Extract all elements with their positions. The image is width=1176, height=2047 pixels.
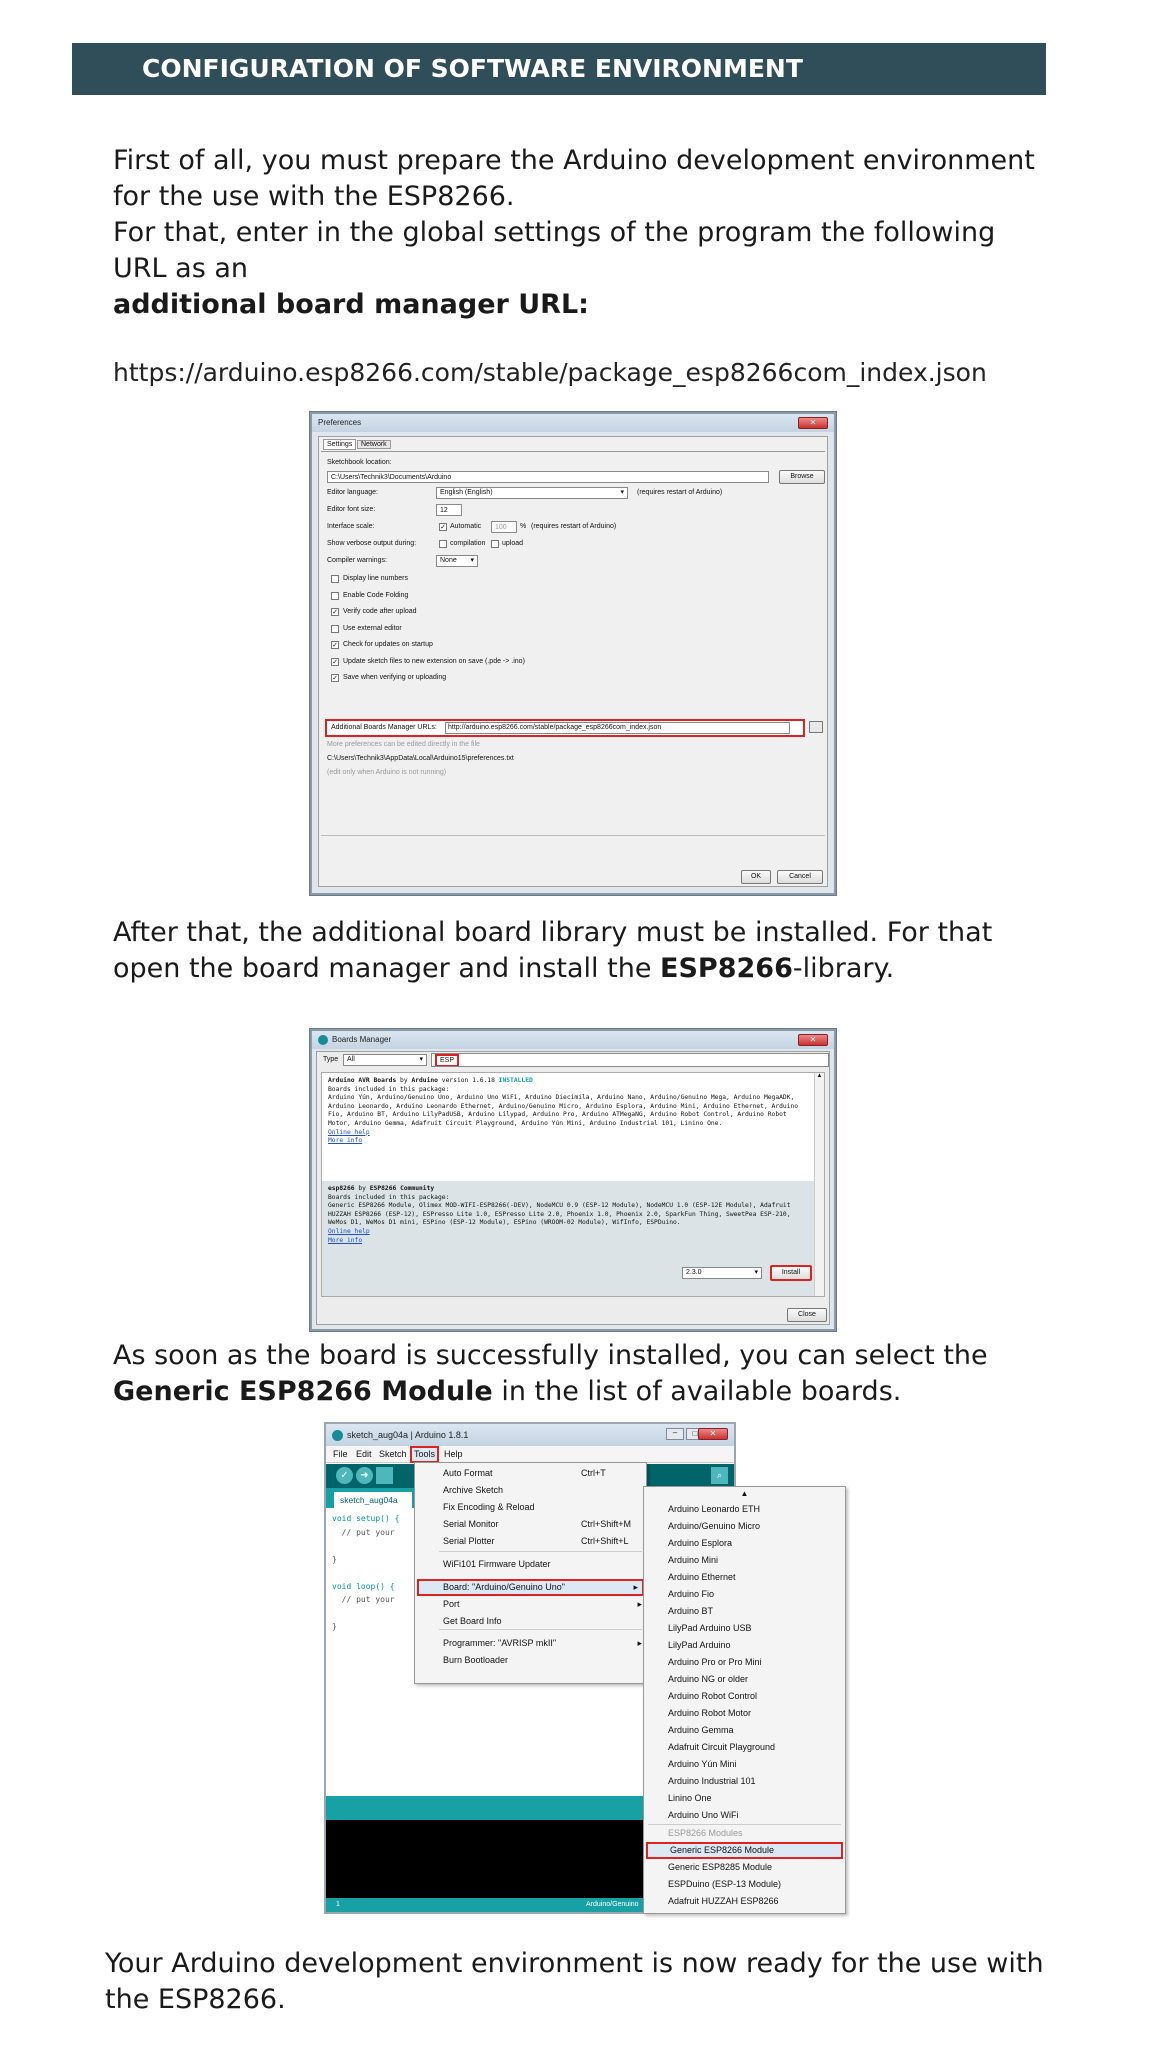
board-menu-item[interactable]: Arduino Fio xyxy=(668,1589,715,1599)
status-board: Arduino/Genuino xyxy=(586,1901,639,1908)
chevron-right-icon: ▸ xyxy=(637,1599,642,1609)
version-select[interactable] xyxy=(682,1267,762,1279)
tools-menu-shortcut: Ctrl+Shift+L xyxy=(581,1536,629,1546)
select-text-1: As soon as the board is successfully installed, you can select the xyxy=(113,1340,988,1371)
board-menu-item[interactable]: Arduino Industrial 101 xyxy=(668,1776,756,1786)
preferences-window xyxy=(310,412,836,895)
prefs-note-1: More preferences can be edited directly in the file xyxy=(327,741,480,748)
font-size-label: Editor font size: xyxy=(327,506,376,513)
intro-line-2: For that, enter in the global settings of the program the following URL as an xyxy=(113,217,996,284)
tools-menu-item[interactable] xyxy=(415,1499,646,1516)
tools-menu-label: Port xyxy=(443,1599,460,1609)
esp8266-boards-list xyxy=(644,1842,845,1910)
esp-boards-text: Generic ESP8266 Module, Olimex MOD-WIFI-ESP8266(-DEV), NodeMCU 0.9 (ESP-12 Module), NodeMCU 1.0 (ESP-12E Module), Adafruit HUZZAH ESP8266 (ESP-12), ESPresso Lite 1.0, ESPresso Lite 2.0, Phoenix 1.0, Phoenix 2.0, SparkFun Thing, SweetPea ESP-210, WeMos D1, WeMos D1 mini, ESPino (ESP-12 Module), ESPino (WROOM-02 Module), WifInfo, ESPDuino. xyxy=(328,1202,791,1227)
warnings-value: None xyxy=(440,557,457,564)
preference-checkbox-label: Use external editor xyxy=(343,624,402,632)
menu-tools[interactable]: Tools xyxy=(410,1446,439,1463)
status-line-number: 1 xyxy=(336,1901,340,1908)
board-menu-item[interactable]: LilyPad Arduino xyxy=(668,1640,731,1650)
preference-checkbox[interactable] xyxy=(331,625,339,633)
chevron-down-icon: ▾ xyxy=(470,557,474,564)
after-bold: ESP8266 xyxy=(660,953,793,984)
esp-by: by xyxy=(358,1185,366,1192)
verbose-label: Show verbose output during: xyxy=(327,540,417,547)
tools-menu-item[interactable] xyxy=(415,1556,646,1573)
verify-icon[interactable]: ✓ xyxy=(336,1467,353,1484)
board-menu-item[interactable]: Arduino Mini xyxy=(668,1555,719,1565)
preference-checkbox[interactable]: ✓ xyxy=(332,658,338,666)
type-select[interactable] xyxy=(343,1054,427,1066)
after-paragraph xyxy=(113,915,1053,987)
tools-menu-label: Fix Encoding & Reload xyxy=(443,1502,535,1512)
installed-badge: INSTALLED xyxy=(498,1077,533,1084)
new-icon[interactable] xyxy=(376,1467,393,1484)
avr-by: by xyxy=(400,1077,408,1084)
scroll-up-icon[interactable]: ▲ xyxy=(740,1489,749,1498)
tools-menu-item[interactable] xyxy=(415,1465,646,1482)
minimize-icon[interactable]: – xyxy=(666,1428,684,1440)
menu-sketch[interactable]: Sketch xyxy=(379,1449,407,1459)
tools-menu-label: Get Board Info xyxy=(443,1616,502,1626)
install-button[interactable]: Install xyxy=(770,1265,812,1281)
chevron-right-icon: ▸ xyxy=(633,1582,638,1592)
board-menu-item[interactable]: Arduino Ethernet xyxy=(668,1572,736,1582)
preference-checkbox[interactable] xyxy=(331,592,339,600)
boards-list xyxy=(644,1501,845,1824)
ide-menubar xyxy=(326,1446,734,1463)
code-line: void setup() { xyxy=(332,1514,400,1523)
menu-edit[interactable]: Edit xyxy=(356,1449,372,1459)
avr-title: Arduino AVR Boards xyxy=(328,1077,397,1084)
menu-help[interactable]: Help xyxy=(444,1449,463,1459)
preference-checkbox-label: Enable Code Folding xyxy=(343,591,409,599)
code-line: // put your xyxy=(332,1527,395,1537)
board-menu-item[interactable]: Arduino Leonardo ETH xyxy=(668,1504,761,1514)
verbose-compilation-label: compilation xyxy=(450,540,486,547)
tab-settings[interactable]: Settings xyxy=(323,439,356,450)
code-line xyxy=(332,1607,412,1621)
select-paragraph xyxy=(113,1338,1053,1410)
editor-language-value: English (English) xyxy=(440,489,493,496)
generic-esp8266-module-item[interactable]: Generic ESP8266 Module xyxy=(646,1842,843,1859)
preference-checkbox[interactable] xyxy=(331,575,339,583)
close-button[interactable]: Close xyxy=(787,1308,827,1322)
preference-checkbox-label: Save when verifying or uploading xyxy=(343,674,447,681)
preferences-titlebar xyxy=(312,414,834,432)
tools-menu-label: Auto Format xyxy=(443,1468,493,1478)
boards-submenu xyxy=(643,1486,846,1914)
chevron-right-icon: ▸ xyxy=(637,1638,642,1648)
board-menu-item[interactable]: Arduino Esplora xyxy=(668,1538,733,1548)
tools-menu-label: Programmer: "AVRISP mkII" xyxy=(443,1638,557,1648)
board-menu-item[interactable]: Arduino Gemma xyxy=(668,1725,734,1735)
avr-version: version 1.6.18 xyxy=(441,1077,495,1084)
avr-boards-text: Arduino Yún, Arduino/Genuino Uno, Arduino Uno WiFi, Arduino Diecimila, Arduino Nano, Arduino/Genuino Mega, Arduino MegaADK, Arduino Leonardo, Arduino Leonardo Ethernet, Arduino/Genuino Micro, Arduino Esplora, Arduino Mini, Arduino Ethernet, Arduino Fio, Arduino BT, Arduino LilyPadUSB, Arduino Lilypad, Arduino Pro, Arduino ATMegaNG, Arduino Robot Control, Arduino Robot Motor, Arduino Gemma, Adafruit Circuit Playground, Arduino Yún Mini, Arduino Industrial 101, Linino One. xyxy=(328,1094,799,1127)
window-icon[interactable] xyxy=(809,721,823,733)
scroll-up-icon[interactable]: ▲ xyxy=(816,1073,823,1079)
intro-line-1: First of all, you must prepare the Arduino development environment for the use with the ESP8266. xyxy=(113,145,1035,212)
board-menu-item[interactable]: Arduino Robot Control xyxy=(668,1691,758,1701)
board-list-scrollbar[interactable] xyxy=(814,1073,824,1296)
cancel-button[interactable]: Cancel xyxy=(777,870,823,884)
esp8266-entry[interactable] xyxy=(322,1181,814,1297)
esp8266-section-label: ESP8266 Modules xyxy=(668,1828,743,1838)
select-bold: Generic ESP8266 Module xyxy=(113,1376,493,1407)
tab-network[interactable]: Network xyxy=(357,440,391,449)
interface-scale-auto-checkbox[interactable]: ✓ xyxy=(440,524,446,531)
board-menu-item[interactable]: Linino One xyxy=(668,1793,712,1803)
avr-boards-entry[interactable] xyxy=(322,1073,814,1178)
tools-menu-item[interactable] xyxy=(415,1482,646,1499)
sketch-tab[interactable]: sketch_aug04a xyxy=(334,1492,412,1508)
preferences-title: Preferences xyxy=(318,418,362,427)
section-header: CONFIGURATION OF SOFTWARE ENVIRONMENT xyxy=(72,43,1046,95)
verbose-compilation-checkbox[interactable] xyxy=(439,540,447,548)
sketchbook-label: Sketchbook location: xyxy=(327,459,392,466)
tools-menu xyxy=(414,1462,647,1684)
board-menu-item[interactable]: Arduino Pro or Pro Mini xyxy=(668,1657,762,1667)
tools-menu-item[interactable] xyxy=(415,1613,646,1630)
tools-menu-item[interactable] xyxy=(415,1596,646,1613)
board-menu-item[interactable]: LilyPad Arduino USB xyxy=(668,1623,752,1633)
additional-urls-row xyxy=(325,719,805,737)
code-line: void loop() { xyxy=(332,1581,395,1591)
browse-button[interactable]: Browse xyxy=(779,470,825,484)
warnings-label: Compiler warnings: xyxy=(327,557,387,564)
board-menu-item[interactable]: ESPDuino (ESP-13 Module) xyxy=(668,1879,782,1889)
code-editor[interactable] xyxy=(332,1512,412,1634)
close-icon[interactable]: ✕ xyxy=(798,417,828,429)
chevron-down-icon: ▾ xyxy=(620,489,624,496)
prefs-note-2: C:\Users\Technik3\AppData\Local\Arduino15\preferences.txt xyxy=(327,755,514,762)
interface-scale-auto-label: Automatic xyxy=(450,523,482,530)
tools-menu-item[interactable] xyxy=(415,1516,646,1533)
boards-manager-title: Boards Manager xyxy=(332,1035,392,1044)
esp-title: esp8266 xyxy=(328,1185,355,1192)
board-menu-item[interactable]: Arduino Robot Motor xyxy=(668,1708,752,1718)
code-line: // put your xyxy=(332,1595,395,1604)
preference-checkbox-label: Check for updates on startup xyxy=(343,641,433,648)
boards-manager-window xyxy=(310,1029,836,1331)
tools-menu-label: Board: "Arduino/Genuino Uno" xyxy=(443,1582,565,1592)
verbose-upload-checkbox[interactable] xyxy=(491,540,499,548)
board-search-input[interactable] xyxy=(431,1053,829,1067)
esp-author: ESP8266 Community xyxy=(369,1185,435,1192)
version-value: 2.3.0 xyxy=(686,1269,702,1276)
type-label: Type xyxy=(323,1056,339,1063)
tools-menu-label: Serial Plotter xyxy=(443,1536,495,1546)
esp-more-info-link[interactable]: More info xyxy=(328,1236,363,1244)
interface-scale-label: Interface scale: xyxy=(327,523,375,530)
board-menu-item[interactable]: Arduino BT xyxy=(668,1606,714,1616)
preference-checkbox[interactable]: ✓ xyxy=(332,675,338,682)
editor-language-note: (requires restart of Arduino) xyxy=(637,489,723,496)
avr-more-info-link[interactable]: More info xyxy=(328,1137,363,1145)
board-menu-item[interactable]: Arduino Yún Mini xyxy=(668,1759,737,1769)
verbose-upload-label: upload xyxy=(502,540,524,547)
additional-urls-input[interactable]: http://arduino.esp8266.com/stable/package_esp8266com_index.json xyxy=(445,722,790,734)
preference-checkbox[interactable]: ✓ xyxy=(332,642,338,649)
code-line: } xyxy=(332,1554,337,1564)
code-line xyxy=(332,1566,412,1580)
select-text-2: in the list of available boards. xyxy=(501,1376,902,1407)
prefs-note-3: (edit only when Arduino is not running) xyxy=(327,769,447,776)
sketchbook-input[interactable]: C:\Users\Technik3\Documents\Arduino xyxy=(327,471,769,483)
tools-menu-item[interactable] xyxy=(415,1635,646,1652)
after-text-1: After that, the additional board library must be installed. For that open the board manager and install the xyxy=(113,917,993,984)
ide-titlebar xyxy=(326,1424,734,1446)
maximize-icon[interactable]: □ xyxy=(686,1428,704,1440)
ide-title: sketch_aug04a | Arduino 1.8.1 xyxy=(347,1430,469,1440)
board-menu-item[interactable]: Arduino NG or older xyxy=(668,1674,749,1684)
board-list[interactable] xyxy=(321,1072,825,1297)
board-search-value: ESP xyxy=(435,1054,459,1067)
editor-language-label: Editor language: xyxy=(327,489,378,496)
board-menu-item[interactable]: Arduino/Genuino Micro xyxy=(668,1521,761,1531)
menu-file[interactable]: File xyxy=(333,1449,348,1459)
interface-scale-pct: % xyxy=(520,523,527,530)
editor-language-select[interactable] xyxy=(436,487,628,499)
esp-included: Boards included in this package: xyxy=(328,1193,450,1201)
preference-checkbox[interactable]: ✓ xyxy=(332,609,338,616)
ok-button[interactable]: OK xyxy=(741,870,771,884)
esp-online-help-link[interactable]: Online help xyxy=(328,1227,370,1235)
code-line: } xyxy=(332,1622,337,1631)
arduino-icon xyxy=(332,1430,343,1441)
avr-author: Arduino xyxy=(411,1077,438,1084)
board-manager-url: https://arduino.esp8266.com/stable/package_esp8266com_index.json xyxy=(113,358,987,387)
outro-paragraph: Your Arduino development environment is now ready for the use with the ESP8266. xyxy=(105,1948,1044,2015)
additional-urls-label: Additional Boards Manager URLs: xyxy=(331,724,437,731)
board-menu-item[interactable]: Generic ESP8285 Module xyxy=(668,1862,773,1872)
chevron-down-icon: ▾ xyxy=(419,1056,423,1063)
boards-manager-titlebar xyxy=(312,1031,834,1049)
arduino-icon xyxy=(318,1035,328,1045)
board-menu-item[interactable]: Adafruit HUZZAH ESP8266 xyxy=(668,1896,779,1906)
avr-online-help-link[interactable]: Online help xyxy=(328,1128,370,1136)
warnings-select[interactable] xyxy=(436,555,478,567)
tools-menu-label: Archive Sketch xyxy=(443,1485,504,1495)
interface-scale-note: (requires restart of Arduino) xyxy=(531,523,617,530)
font-size-input[interactable]: 12 xyxy=(436,504,462,516)
close-icon[interactable]: ✕ xyxy=(698,1428,728,1440)
tools-menu-label: Burn Bootloader xyxy=(443,1655,509,1665)
preference-checkbox-label: Update sketch files to new extension on save (.pde -> .ino) xyxy=(343,657,525,665)
code-line xyxy=(332,1539,412,1553)
close-icon[interactable]: ✕ xyxy=(798,1034,828,1046)
type-value: All xyxy=(347,1056,355,1063)
after-text-2: -library. xyxy=(792,953,895,984)
preference-checkbox-label: Verify code after upload xyxy=(343,608,417,615)
intro-bold: additional board manager URL: xyxy=(113,289,589,320)
tools-menu-item[interactable] xyxy=(417,1579,644,1596)
tools-menu-item[interactable] xyxy=(415,1533,646,1550)
tools-menu-item[interactable] xyxy=(415,1652,646,1669)
intro-paragraph xyxy=(113,143,1053,323)
board-menu-item[interactable]: Arduino Uno WiFi xyxy=(668,1810,739,1820)
chevron-down-icon: ▾ xyxy=(754,1269,758,1276)
board-menu-item[interactable]: Adafruit Circuit Playground xyxy=(668,1742,776,1752)
avr-included: Boards included in this package: xyxy=(328,1085,450,1093)
preference-checkbox-label: Display line numbers xyxy=(343,575,408,582)
tools-menu-shortcut: Ctrl+T xyxy=(581,1468,606,1478)
upload-icon[interactable]: ➜ xyxy=(356,1467,373,1484)
serial-monitor-icon[interactable]: ⌕ xyxy=(711,1467,728,1484)
tools-menu-shortcut: Ctrl+Shift+M xyxy=(581,1519,632,1529)
interface-scale-input[interactable]: 100 xyxy=(491,521,517,533)
tools-menu-label: Serial Monitor xyxy=(443,1519,499,1529)
tools-menu-label: WiFi101 Firmware Updater xyxy=(443,1559,551,1569)
